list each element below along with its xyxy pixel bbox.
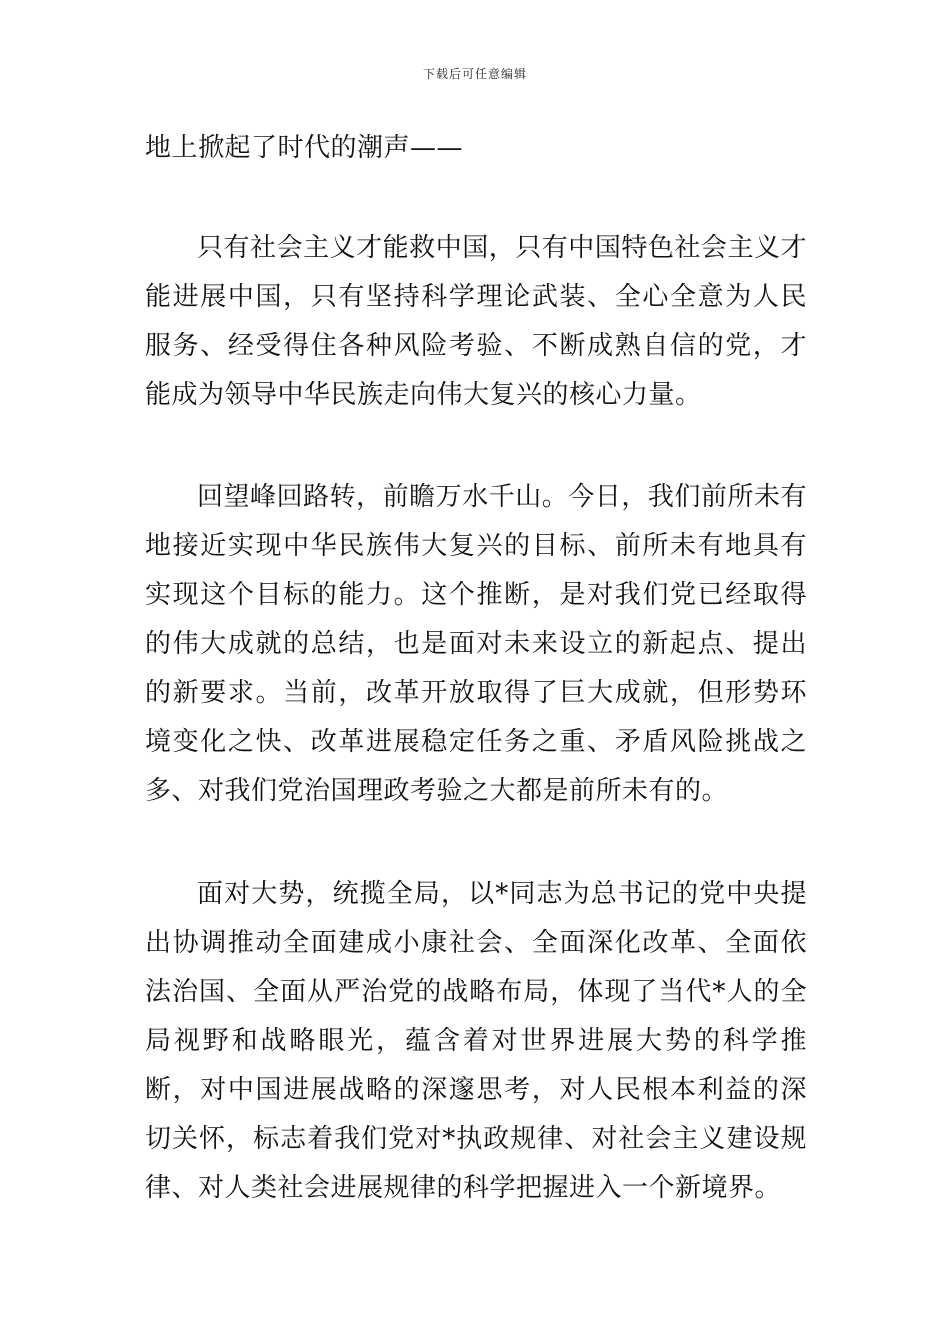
paragraph-rejuvenation: 回望峰回路转，前瞻万水千山。今日，我们前所未有地接近实现中华民族伟大复兴的目标、前所未有地具有实现这个目标的能力。这个推断，是对我们党已经取得的伟大成就的总结，也是面对未来设立的新起点、提出的新要求。当前，改革开放取得了巨大成就，但形势环境变化之快、改革进展稳定任务之重、矛盾风险挑战之多、对我们党治国理政考验之大都是前所未有的。 [145, 482, 807, 806]
header-note: 下载后可任意编辑 [422, 67, 527, 81]
paragraph-socialism: 只有社会主义才能救中国，只有中国特色社会主义才能进展中国，只有坚持科学理论武装、全心全意为人民服务、经受得住各种风险考验、不断成熟自信的党，才能成为领导中华民族走向伟大复兴的核心力量。 [145, 233, 807, 410]
paragraph-continuation: 地上掀起了时代的潮声—— [145, 133, 464, 163]
paragraph-strategy: 面对大势，统揽全局，以*同志为总书记的党中央提出协调推动全面建成小康社会、全面深化改革、全面依法治国、全面从严治党的战略布局，体现了当代*人的全局视野和战略眼光，蕴含着对世界进展大势的科学推断，对中国进展战略的深邃思考，对人民根本利益的深切关怀，标志着我们党对*执政规律、对社会主义建设规律、对人类社会进展规律的科学把握进入一个新境界。 [145, 879, 807, 1203]
